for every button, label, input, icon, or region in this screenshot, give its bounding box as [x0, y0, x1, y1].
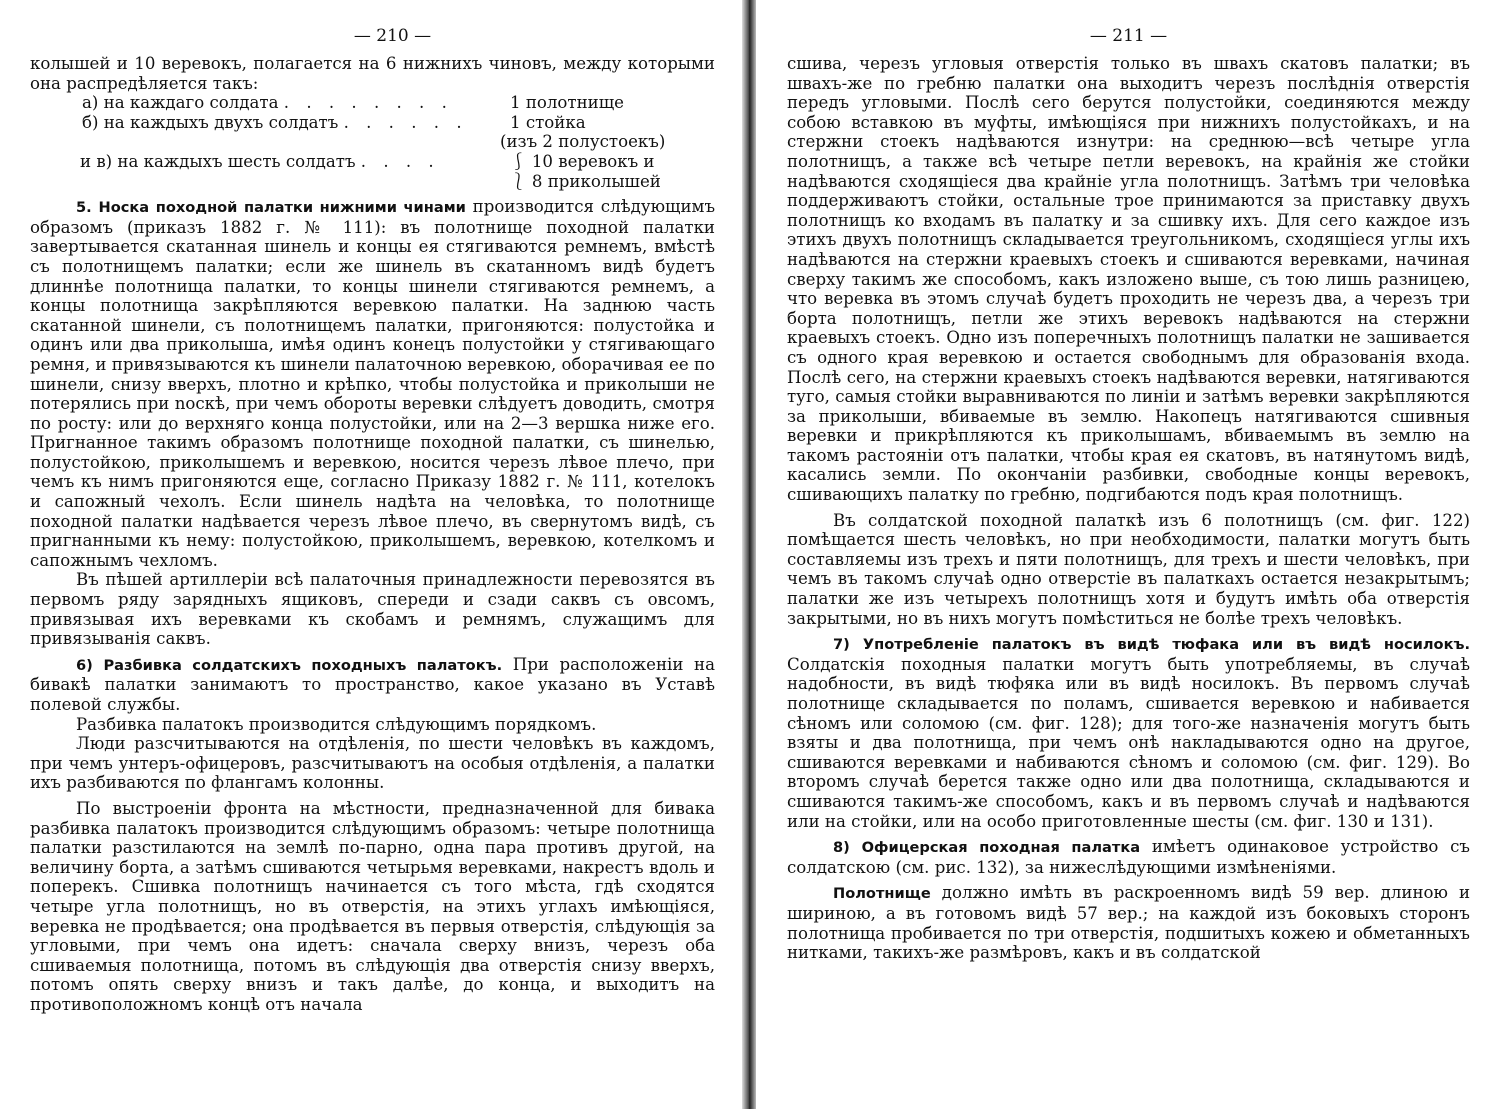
section-7-number: 7)	[833, 636, 850, 654]
distribution-row: и в) на каждыхъ шесть солдатъ . . . . ⎰ 10 веревокъ и	[80, 151, 655, 171]
section-6-heading: Разбивка солдатскихъ походныхъ палатокъ.	[103, 656, 503, 674]
continuation-paragraph: сшива, черезъ угловыя отверстія только въ швахъ скатовъ палатки; въ швахъ-же по гребню палатки она выходитъ черезъ послѣднія отверстія передъ угловыми. Послѣ сего берутся полустойки, соединяются между собою вставкою въ муфты, имѣющіяся при нижнихъ полустойкахъ, и на стержни стоекъ надѣваются изнутри: на среднюю—всѣ четыре угла полотнищъ, а также всѣ четыре петли веревокъ, на крайнія же стойки надѣваются сходящіеся два крайніе угла полотнищъ. Затѣмъ три человѣка поддерживаютъ стойки, остальные трое принимаются за приставку двухъ полотнищъ ко входамъ въ палатку и за сшивку ихъ. Для сего каждое изъ этихъ двухъ полотнищъ складывается треугольникомъ, сходящіеся углы ихъ надѣваются на стержни краевыхъ стоекъ и сшиваются веревками, начиная сверху такимъ же способомъ, какъ изложено выше, съ тою лишь разницею, что веревка въ этомъ случаѣ будетъ проходить не черезъ два, а черезъ три борта полотнищъ, петли же этихъ веревокъ надѣваются на стержни краевыхъ стоекъ. Одно изъ поперечныхъ полотнищъ палатки не зашивается съ одного края веревкою и остается свободнымъ для образованія входа. Послѣ сего, на стержни краевыхъ стоекъ надѣваются веревки, натягиваются туго, самыя стойки выравниваются по линіи и затѣмъ веревки закрѣпляются за приколыши, вбиваемые въ землю. Накопецъ натягиваются сшивныя веревки и прикрѣпляются къ приколышамъ, вбиваемымъ въ землю на такомъ растояніи отъ палатки, чтобы края ея скатовъ, въ натянутомъ видѣ, касались земли. По окончаніи разбивки, свободные концы веревокъ, сшивающихъ палатку по гребню, подгибаются подъ края полотнищъ.	[787, 54, 1470, 505]
right-page	[755, 0, 1500, 1109]
distribution-row: б) на каждыхъ двухъ солдатъ . . . . . . 1 стойка	[82, 112, 586, 132]
section-6-number: 6)	[76, 656, 93, 674]
section-5-paragraph: 5. Носка походной палатки нижними чинами производится слѣдующимъ образомъ (приказъ 1882 г. № 111): въ полотнище походной палатки завертывается скатанная шинель и концы ея стягиваются ремнемъ, вмѣстѣ съ полотнищемъ палатки; если же шинель въ скатанномъ видѣ будетъ длиннѣе полотнища палатки, то концы шинели стягиваются ремнемъ, а концы полотнища закрѣпляются веревкою палатки. На заднюю часть скатанной шинели, съ полотнищемъ палатки, пригоняются: полустойка и одинъ или два приколыша, имѣя одинъ конецъ полустойки у стягивающаго ремня, и привязываются къ шинели палаточною веревкою, оборачивая ее по шинели, снизу вверхъ, плотно и крѣпко, чтобы полустойка и приколыши не потерялись при noскѣ, при чемъ обороты веревки слѣдуетъ доводить, смотря по росту: или до верхняго конца полустойки, или на 2—3 вершка ниже его. Пригнанное такимъ образомъ полотнище походной палатки, съ шинелью, полустойкою, приколышемъ и веревкою, носится черезъ лѣвое плечо, при чемъ къ нимъ пригоняются еще, согласно Приказу 1882 г. № 111, котелокъ и сапожный чехолъ. Если шинель надѣта на человѣка, то полотнище походной палатки надѣвается черезъ лѣвое плечо, въ свернутомъ видѣ, съ пригнанными къ нему: полустойкою, приколышемъ, веревкою, котелкомъ и сапожнымъ чехломъ.	[30, 197, 716, 570]
section-8-paragraph: 8) Офицерская походная палатка имѣетъ одинаковое устройство съ солдатскою (см. рис. 132), за нижеслѣдующими измѣненіями.	[787, 837, 1470, 877]
front-paragraph: По выстроеніи фронта на мѣстности, предназначенной для бивака разбивка палатокъ производится слѣдующимъ образомъ: четыре полотнища палатки разстилаются на землѣ по-парно, одна пара противъ другой, на величину борта, а затѣмъ сшиваются четырьмя веревками, накрестъ вдоль и поперекъ. Сшивка полотнищъ начинается съ того мѣста, гдѣ сходятся четыре угла полотнищъ, но въ отверстія, на этихъ углахъ имѣющіяся, веревка не продѣвается; она продѣвается въ первыя отверстія, слѣдующія за угловыми, при чемъ она идетъ: сначала сверху внизъ, черезъ оба сшиваемыя полотнища, потомъ въ слѣдующія два отверстія снизу вверхъ, потомъ опять сверху внизъ и такъ далѣе, до конца, и выходитъ на противоположномъ концѣ отъ начала	[30, 798, 715, 1014]
left-page-number: — 210 —	[353, 26, 432, 46]
section-8-number: 8)	[833, 839, 850, 857]
people-paragraph: Люди разсчитываются на отдѣленія, по шести человѣкъ въ каждомъ, при чемъ унтеръ-офицеровъ, разсчитываютъ на особыя отдѣленія, а палатки ихъ разбиваются по флангамъ колонны.	[30, 734, 715, 793]
cloth-heading: Полотнище	[833, 885, 931, 903]
six-cloth-paragraph: Въ солдатской походной палаткѣ изъ 6 полотнищъ (см. фиг. 122) помѣщается шесть человѣкъ, но при необходимости, палатки могутъ быть составляемы изъ трехъ и пяти полотнищъ, для трехъ и шести человѣкъ, при чемъ въ такомъ случаѣ одно отверстіе въ палаткахъ остается незакрытымъ; палатки же изъ четырехъ полотнищъ хотя и будутъ имѣть оба отверстія закрытыми, но въ нихъ могутъ помѣститься не болѣе трехъ человѣкъ.	[787, 510, 1470, 628]
left-intro-paragraph: колышей и 10 веревокъ, полагается на 6 нижнихъ чиновъ, между которыми она распредѣляется такъ:	[30, 54, 715, 93]
section-5-number: 5.	[76, 199, 92, 217]
section-7-paragraph: 7) Употребленіе палатокъ въ видѣ тюфака или въ видѣ носилокъ. Солдатскія походныя палатки могутъ быть употребляемы, въ случаѣ надобности, въ видѣ тюфяка или въ видѣ носилокъ. Въ первомъ случаѣ полотнище складывается по поламъ, сшивается веревкою и набивается сѣномъ или соломою (см. фиг. 128); для того-же назначенія могутъ быть взяты и два полотнища, при чемъ онѣ накладываются одно на другое, сшиваются веревками и набиваются сѣномъ и соломою (см. фиг. 129). Во второмъ случаѣ берется также одно или два полотнища, складываются и сшиваются такимъ-же способомъ, какъ и въ первомъ случаѣ и надѣваются или на стойки, или на особо приготовленные шесты (см. фиг. 130 и 131).	[787, 636, 1470, 831]
left-page	[0, 0, 745, 1109]
section-8-heading: Офицерская походная палатка	[861, 839, 1141, 857]
right-page-number: — 211 —	[1089, 26, 1168, 46]
order-paragraph: Разбивка палатокъ производится слѣдующимъ порядкомъ.	[76, 714, 597, 734]
distribution-list	[30, 93, 715, 191]
distribution-row: а) на каждаго солдата . . . . . . . . 1 полотнище	[82, 93, 624, 113]
distribution-row: (изъ 2 полустоекъ)	[500, 132, 666, 152]
section-7-heading: Употребленіе палатокъ въ видѣ тюфака или въ видѣ носилокъ.	[862, 636, 1470, 654]
cloth-paragraph: Полотнище должно имѣть въ раскроенномъ видѣ 59 вер. длиною и шириною, а въ готовомъ видѣ 57 вер.; на каждой изъ боковыхъ сторонъ полотнища пробивается по три отверстія, подшитыхъ кожею и обметанныхъ нитками, такихъ-же размѣровъ, какъ и въ солдатской	[787, 883, 1470, 963]
distribution-row: ⎱ 8 приколышей	[510, 171, 661, 191]
section-6-paragraph: 6) Разбивка солдатскихъ походныхъ палатокъ. При расположеніи на бивакѣ палатки занимаютъ то пространство, какое указано въ Уставѣ полевой службы.	[30, 654, 715, 714]
artillery-paragraph: Въ пѣшей артиллеріи всѣ палаточныя принадлежности перевозятся въ первомъ ряду зарядныхъ ящиковъ, спереди и сзади саквъ съ овсомъ, привязывая ихъ веревками къ скобамъ и ремнямъ, служащимъ для привязыванія саквъ.	[30, 570, 715, 649]
section-5-heading: Носка походной палатки нижними чинами	[98, 199, 466, 217]
